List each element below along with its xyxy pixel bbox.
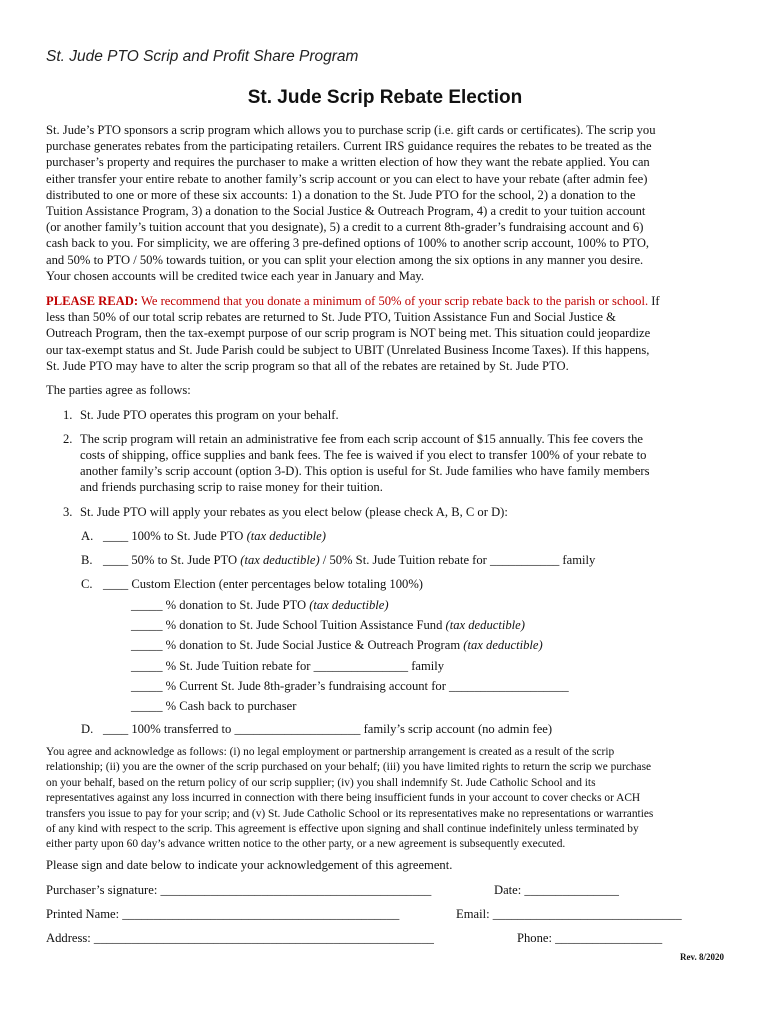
custom-text: _____ % donation to St. Jude Social Justice & Outreach Program	[131, 638, 464, 652]
custom-line-tuition-rebate[interactable]	[131, 659, 444, 674]
option-letter: C.	[81, 577, 93, 591]
please-read-label: PLEASE READ:	[46, 294, 139, 308]
item-number: 2.	[63, 432, 73, 446]
option-text: ____ 50% to St. Jude PTO	[103, 553, 241, 567]
intro-paragraph	[46, 122, 722, 284]
item-text: The scrip program will retain an administrative fee from each scrip account of $15 annually. This fee covers the	[80, 432, 644, 446]
option-letter: B.	[81, 553, 93, 567]
option-a[interactable]	[81, 529, 326, 544]
custom-text: _____ % donation to St. Jude PTO	[131, 598, 310, 612]
item-number: 3.	[63, 505, 73, 519]
custom-line-8th-grader[interactable]	[131, 679, 569, 694]
intro-line: either transfer your entire rebate to another family’s scrip account or you can elect to have your rebate (after admin fee)	[46, 171, 648, 186]
intro-line: purchaser’s property and requires the purchaser to make a written election of how they want the rebate applied. You can	[46, 155, 650, 170]
custom-italic: (tax deductible)	[463, 638, 543, 652]
option-italic: (tax deductible)	[240, 553, 320, 567]
document-header: St. Jude PTO Scrip and Profit Share Program	[46, 48, 359, 65]
agreement-paragraph	[46, 745, 722, 853]
please-read-line: less than 50% of our total scrip rebates are returned to St. Jude PTO, Tuition Assistance Fun and Social Justice &	[46, 310, 616, 325]
date-field[interactable]: Date: _______________	[494, 883, 619, 897]
custom-text: _____ % St. Jude Tuition rebate for _______________ family	[131, 659, 445, 673]
address-field[interactable]: Address: ______________________________________________________	[46, 931, 434, 945]
please-read-line: St. Jude PTO may have to alter the scrip program so that all of the rebates are retained by St. Jude PTO.	[46, 358, 569, 373]
item-text: St. Jude PTO operates this program on your behalf.	[80, 408, 339, 422]
option-letter: D.	[81, 722, 94, 736]
option-italic: (tax deductible)	[246, 529, 326, 543]
numbered-item-2	[63, 431, 723, 499]
custom-line-tuition-assistance[interactable]	[131, 618, 525, 633]
intro-line: Tuition Assistance Program, 3) a donation to the Social Justice & Outreach Program, 4) a credit to your tuition account	[46, 204, 646, 219]
intro-line: (or another family’s tuition account that you designate), 5) a credit to a current 8th-grader’s fundraising account and 6)	[46, 220, 644, 235]
agreement-line: either party upon 60 day’s advance written notice to the other party, or a new agreement is subsequently executed.	[46, 838, 566, 851]
intro-line: and 50% to PTO / 50% towards tuition, or you can split your election among the six options in any manner you desire.	[46, 252, 644, 267]
revision-label: Rev. 8/2020	[680, 952, 724, 962]
agreement-line: on your behalf, based on the return policy of our scrip supplier; (iv) you shall indemnify St. Jude Catholic School and its	[46, 776, 596, 789]
item-text: costs of shipping, office supplies and bank fees. The fee is waived if you elect to transfer 100% of your rebate to	[80, 448, 647, 462]
option-text: ____ 100% to St. Jude PTO	[103, 529, 247, 543]
please-read-paragraph	[46, 293, 722, 374]
custom-line-pto[interactable]	[131, 598, 389, 613]
email-field[interactable]: Email: ______________________________	[456, 907, 682, 921]
option-c[interactable]	[81, 577, 423, 592]
option-text: ____ Custom Election (enter percentages below totaling 100%)	[103, 577, 424, 591]
signature-field[interactable]: Purchaser’s signature: ___________________________________________	[46, 883, 432, 897]
agreement-line: You agree and acknowledge as follows: (i) no legal employment or partnership arrangement is created as a result of the scrip	[46, 746, 615, 758]
agreement-line: of any kind with respect to the scrip. This agreement is effective upon signing and shall continue indefinitely unless terminated by	[46, 823, 639, 836]
custom-italic: (tax deductible)	[309, 598, 389, 612]
item-text: another family’s scrip account (option 3-D). This option is useful for St. Jude families who have family members	[80, 464, 650, 478]
agreement-line: transfers you issue to pay for your scrip; and (v) St. Jude Catholic School or its representatives make no representations or warranties	[46, 807, 654, 820]
printed-name-field[interactable]: Printed Name: ____________________________________________	[46, 907, 400, 921]
item-number: 1.	[63, 408, 73, 422]
option-text: ____ 100% transferred to ____________________ family’s scrip account (no admin fee)	[103, 722, 553, 736]
custom-text: _____ % Cash back to purchaser	[131, 699, 297, 713]
please-read-line: our tax-exempt status and St. Jude Parish could be subject to UBIT (Unrelated Business Income Taxes). If this happens,	[46, 342, 650, 357]
custom-text: _____ % Current St. Jude 8th-grader’s fundraising account for ___________________	[131, 679, 569, 693]
option-b[interactable]	[81, 553, 595, 568]
option-text-rest: / 50% St. Jude Tuition rebate for ___________ family	[319, 553, 596, 567]
parties-intro: The parties agree as follows:	[46, 383, 191, 397]
item-text: St. Jude PTO will apply your rebates as you elect below (please check A, B, C or D):	[80, 505, 508, 519]
custom-line-social-justice[interactable]	[131, 638, 543, 653]
intro-line: St. Jude’s PTO sponsors a scrip program which allows you to purchase scrip (i.e. gift cards or certificates). The scrip you	[46, 123, 656, 137]
agreement-line: relationship; (ii) you are the owner of the scrip purchased on your behalf; (iii) you have limited rights to return the scrip we purchase	[46, 761, 652, 774]
phone-field[interactable]: Phone: _________________	[517, 931, 663, 945]
option-d[interactable]	[81, 722, 552, 737]
please-read-line: Outreach Program, then the tax-exempt purpose of our scrip program is NOT being met. This situation could jeopardize	[46, 326, 651, 341]
document-title: St. Jude Scrip Rebate Election	[247, 87, 523, 108]
intro-line: Your chosen accounts will be credited twice each year in January and May.	[46, 268, 425, 283]
item-text: and friends purchasing scrip to raise money for their tuition.	[80, 480, 383, 494]
sign-intro: Please sign and date below to indicate your acknowledgement of this agreement.	[46, 858, 453, 872]
intro-line: cash back to you. For simplicity, we are offering 3 pre-defined options of 100% to another scrip account, 100% to PTO,	[46, 236, 650, 251]
agreement-line: representatives against any loss incurred in connection with there being insufficient funds in your account to cover checks or ACH	[46, 792, 641, 805]
custom-italic: (tax deductible)	[445, 618, 525, 632]
please-read-warning: We recommend that you donate a minimum of 50% of your scrip rebate back to the parish or school.	[140, 294, 649, 308]
intro-line: purchase generates rebates from the participating retailers. Current IRS guidance requires the rebates to be treated as the	[46, 139, 652, 154]
intro-line: distributed to one or more of these six accounts: 1) a donation to the St. Jude PTO for the school, 2) a donation to the	[46, 187, 636, 202]
option-letter: A.	[81, 529, 94, 543]
custom-text: _____ % donation to St. Jude School Tuition Assistance Fund	[131, 618, 446, 632]
custom-line-cash-back[interactable]	[131, 699, 296, 714]
please-read-tail: If	[648, 294, 660, 308]
